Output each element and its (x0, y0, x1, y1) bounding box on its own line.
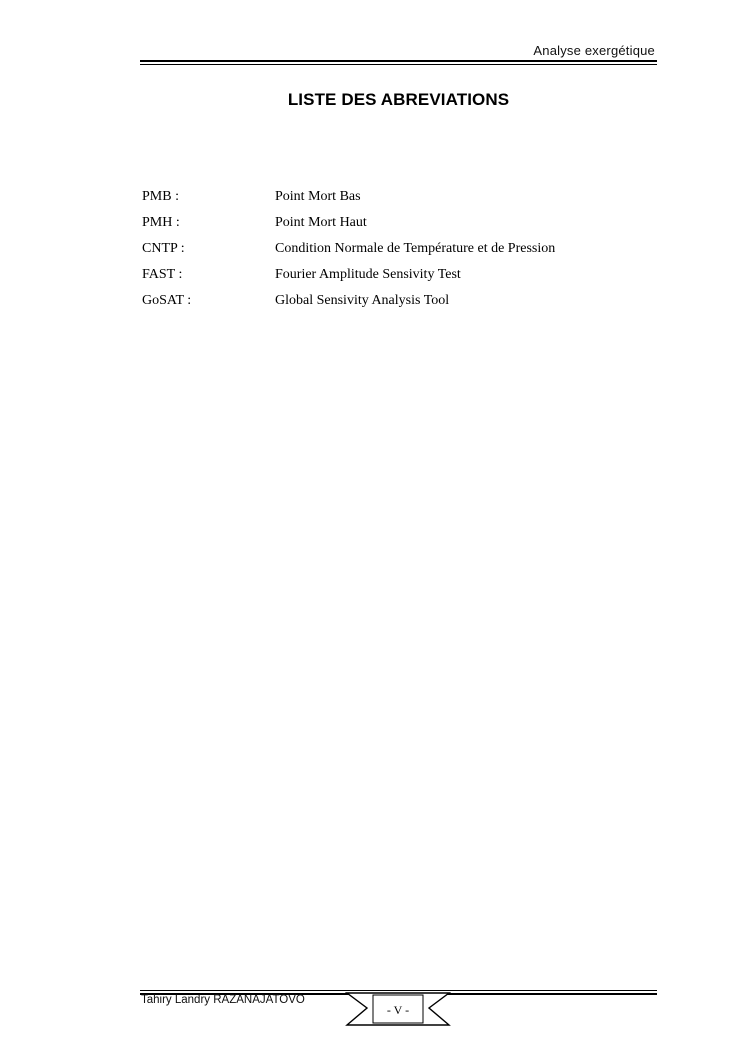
abbreviation-code: PMH : (142, 215, 180, 230)
abbreviation-definition: Fourier Amplitude Sensivity Test (275, 267, 461, 282)
abbreviation-row (142, 210, 662, 236)
footer-author: Tahiry Landry RAZANAJATOVO (141, 994, 305, 1006)
abbreviation-code: GoSAT : (142, 293, 192, 308)
page-number: - V - (386, 1003, 410, 1017)
abbreviation-code: PMB : (142, 189, 179, 204)
abbreviation-row (142, 262, 662, 288)
abbreviation-definition: Point Mort Bas (275, 189, 361, 204)
abbreviation-row (142, 288, 662, 314)
running-header: Analyse exergétique (533, 43, 655, 58)
abbreviation-row (142, 184, 662, 210)
abbreviation-code: FAST : (142, 267, 183, 282)
abbreviation-definition: Point Mort Haut (275, 215, 367, 230)
header-rule-thick (140, 60, 657, 62)
footer-rule-thin (140, 990, 657, 991)
abbreviation-definition: Condition Normale de Température et de Pression (275, 241, 556, 256)
abbreviation-code: CNTP : (142, 241, 185, 256)
header-rule-thin (140, 64, 657, 65)
abbreviation-row (142, 236, 662, 262)
abbreviation-definition: Global Sensivity Analysis Tool (275, 293, 450, 308)
page-title: LISTE DES ABREVIATIONS (287, 90, 510, 109)
abbreviation-list (142, 184, 662, 314)
